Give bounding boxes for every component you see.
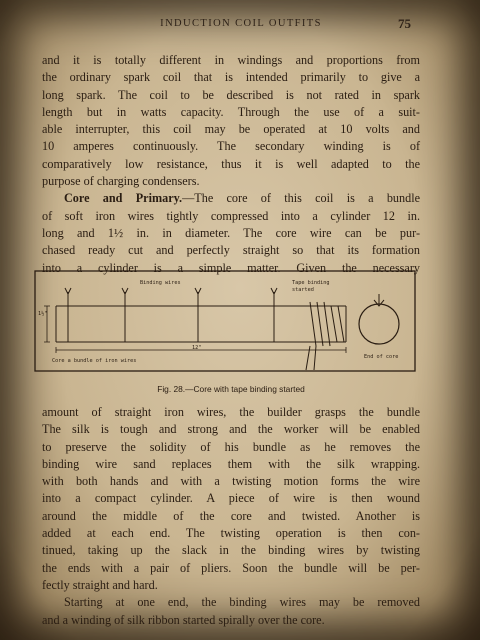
binding-wire — [271, 288, 277, 342]
binding-wire — [195, 288, 201, 342]
text-line: chased ready cut and perfectly straight so that its formation — [42, 243, 420, 258]
core-end-circle — [359, 304, 399, 344]
tape-wrap — [310, 302, 316, 346]
figure-caption: Fig. 28.—Core with tape binding started — [157, 384, 305, 394]
text-line: the ends with a pair of pliers. Soon the bundle will be per- — [42, 560, 420, 575]
page-number: 75 — [398, 16, 411, 31]
text-line: Starting at one end, the binding wires may be removed — [64, 595, 420, 610]
text-line: with both hands and with a twisting motion forms the wire — [42, 474, 420, 489]
running-title: INDUCTION COIL OUTFITS — [160, 18, 322, 29]
tape-binding — [306, 302, 344, 370]
text-line: comparatively low resistance, thus it is well adapted to the — [42, 156, 420, 171]
page-header — [0, 18, 480, 34]
label-length: 12" — [192, 345, 202, 351]
text-line: The silk is tough and strong and the worker will be enabled — [42, 422, 420, 437]
text-line: 10 amperes continuously. The secondary winding is of — [42, 139, 420, 154]
label-end-of-core: End of core — [364, 354, 399, 360]
text-line: length but in watts capacity. Through the use of a suit- — [42, 104, 420, 119]
text-line: to preserve the solidity of his bundle as he removes the — [42, 439, 420, 454]
text-line: the ordinary spark coil that is intended primarily to give a — [42, 70, 420, 85]
figure-core-diagram — [34, 270, 416, 372]
text-line: of soft iron wires tightly compressed into a cylinder 12 in. — [42, 208, 420, 223]
text-line: purpose of charging condensers. — [42, 174, 200, 189]
core-diagram-svg — [34, 270, 416, 372]
label-binding-wires: Binding wires — [140, 280, 181, 286]
text-line: into a compact cylinder. A piece of wire is then wound — [42, 491, 420, 506]
tape-wrap — [324, 302, 330, 346]
binding-wire — [65, 288, 71, 342]
body-text-bottom — [42, 404, 420, 629]
text-line: long and 1½ in. in diameter. The core wire can be pur- — [42, 225, 420, 240]
label-tape-binding-2: started — [292, 287, 314, 293]
text-line: around the middle of the core and twisted. Another is — [42, 508, 420, 523]
section-line-text: —The core of this coil is a bundle — [182, 191, 420, 206]
text-line: into a cylinder is a simple matter. Given the necessary — [42, 260, 420, 275]
text-line: and a winding of silk ribbon started spirally over the core. — [42, 612, 325, 627]
text-line: and it is totally different in windings and proportions from — [42, 53, 420, 67]
tape-wrap — [331, 306, 337, 342]
tape-wrap — [338, 306, 344, 342]
body-text-top — [42, 52, 420, 277]
label-core: Core a bundle of iron wires — [52, 358, 137, 364]
text-line: tinued, taking up the slack in the binding wires by twisting — [42, 543, 420, 558]
section-first-line — [42, 190, 420, 207]
section-heading: Core and Primary. — [64, 191, 183, 206]
binding-wire — [122, 288, 128, 342]
binding-wires — [65, 288, 277, 342]
text-line: fectly straight and hard. — [42, 577, 158, 592]
text-line: added at each end. The twisting operation is then con- — [42, 526, 420, 541]
label-tape-binding-1: Tape binding — [292, 280, 330, 286]
text-line: binding wire sand replaces them with the silk wrapping. — [42, 456, 420, 471]
text-line: long spark. The coil to be described is not rated in spark — [42, 87, 420, 102]
text-line: able interrupter, this coil may be operated at 10 volts and — [42, 122, 420, 137]
tape-wrap — [317, 302, 323, 346]
text-line: amount of straight iron wires, the builder grasps the bundle — [42, 405, 420, 419]
label-diameter: 1½" — [38, 311, 48, 317]
figure-frame — [35, 271, 415, 371]
